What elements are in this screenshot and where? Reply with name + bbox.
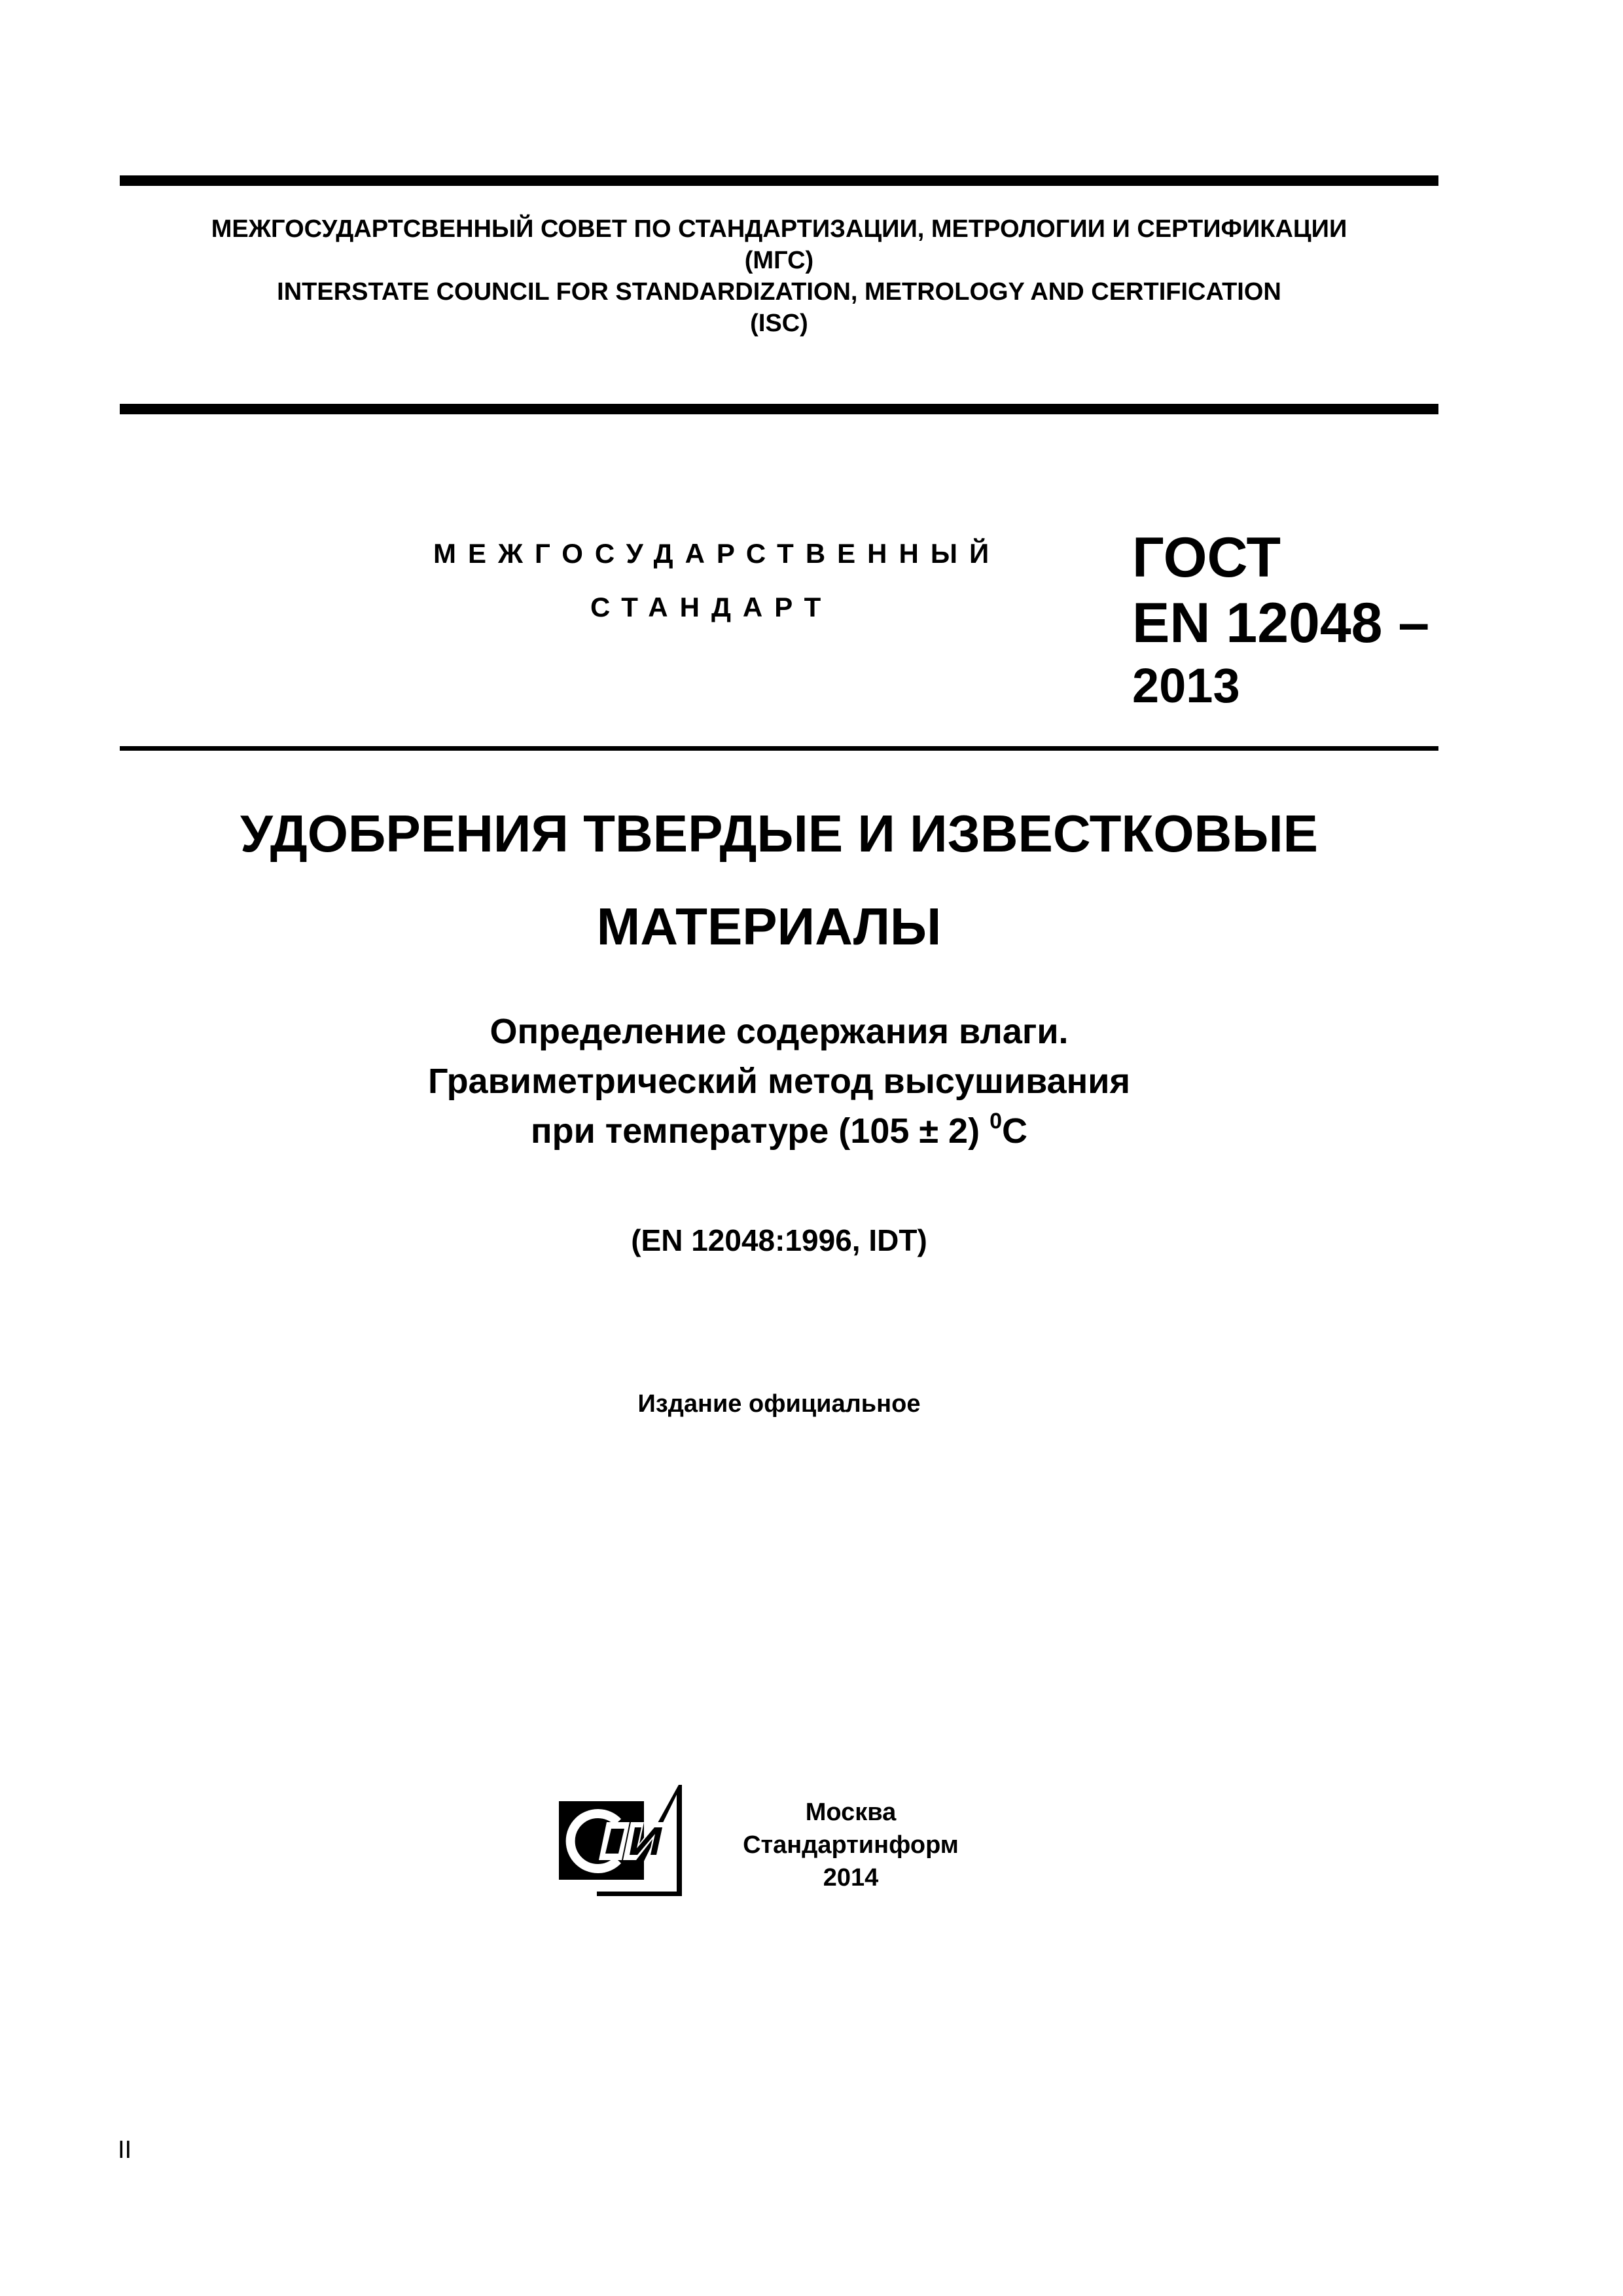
- council-abbr-ru: (МГС): [744, 247, 814, 274]
- subtitle-line3-text: при температуре (105 ± 2): [531, 1111, 990, 1151]
- council-name-en: INTERSTATE COUNCIL FOR STANDARDIZATION, METROLOGY AND CERTIFICATION: [277, 278, 1281, 306]
- title-rule: [120, 746, 1438, 751]
- reference-standard: (EN 12048:1996, IDT): [631, 1223, 927, 1257]
- gost-designation: [1132, 525, 1429, 716]
- gost-line1: ГОСТ: [1132, 526, 1281, 589]
- document-subtitle: [120, 1007, 1438, 1156]
- subtitle-line3-unit: С: [1001, 1111, 1027, 1151]
- edition-label: Издание официальное: [637, 1390, 921, 1418]
- standartinform-logo-icon: [558, 1782, 685, 1896]
- top-rule: [120, 175, 1438, 186]
- council-name-ru: МЕЖГОСУДАРТСВЕННЫЙ СОВЕТ ПО СТАНДАРТИЗАЦИИ, МЕТРОЛОГИИ И СЕРТИФИКАЦИИ: [211, 215, 1347, 243]
- council-header: [120, 213, 1438, 339]
- subtitle-line3: [120, 1106, 1438, 1156]
- page-number: II: [118, 2136, 132, 2164]
- document-title-line2: МАТЕРИАЛЫ: [596, 897, 942, 956]
- publisher-city: Москва: [805, 1799, 897, 1826]
- publisher-block: [713, 1796, 988, 1894]
- publisher-year: 2014: [823, 1864, 879, 1892]
- standard-label-line2: СТАНДАРТ: [590, 592, 833, 622]
- degree-superscript: 0: [990, 1109, 1002, 1134]
- document-title-line1: УДОБРЕНИЯ ТВЕРДЫЕ И ИЗВЕСТКОВЫЕ: [240, 804, 1318, 863]
- gost-line2: EN 12048 –: [1132, 592, 1430, 655]
- council-abbr-en: (ISC): [750, 310, 808, 337]
- header-rule: [120, 404, 1438, 414]
- standard-label-line1: МЕЖГОСУДАРСТВЕННЫЙ: [433, 538, 1001, 569]
- subtitle-line1: Определение содержания влаги.: [490, 1012, 1069, 1051]
- gost-line3: 2013: [1132, 658, 1240, 713]
- subtitle-line2: Гравиметрический метод высушивания: [428, 1062, 1130, 1101]
- publisher-name: Стандартинформ: [743, 1831, 959, 1859]
